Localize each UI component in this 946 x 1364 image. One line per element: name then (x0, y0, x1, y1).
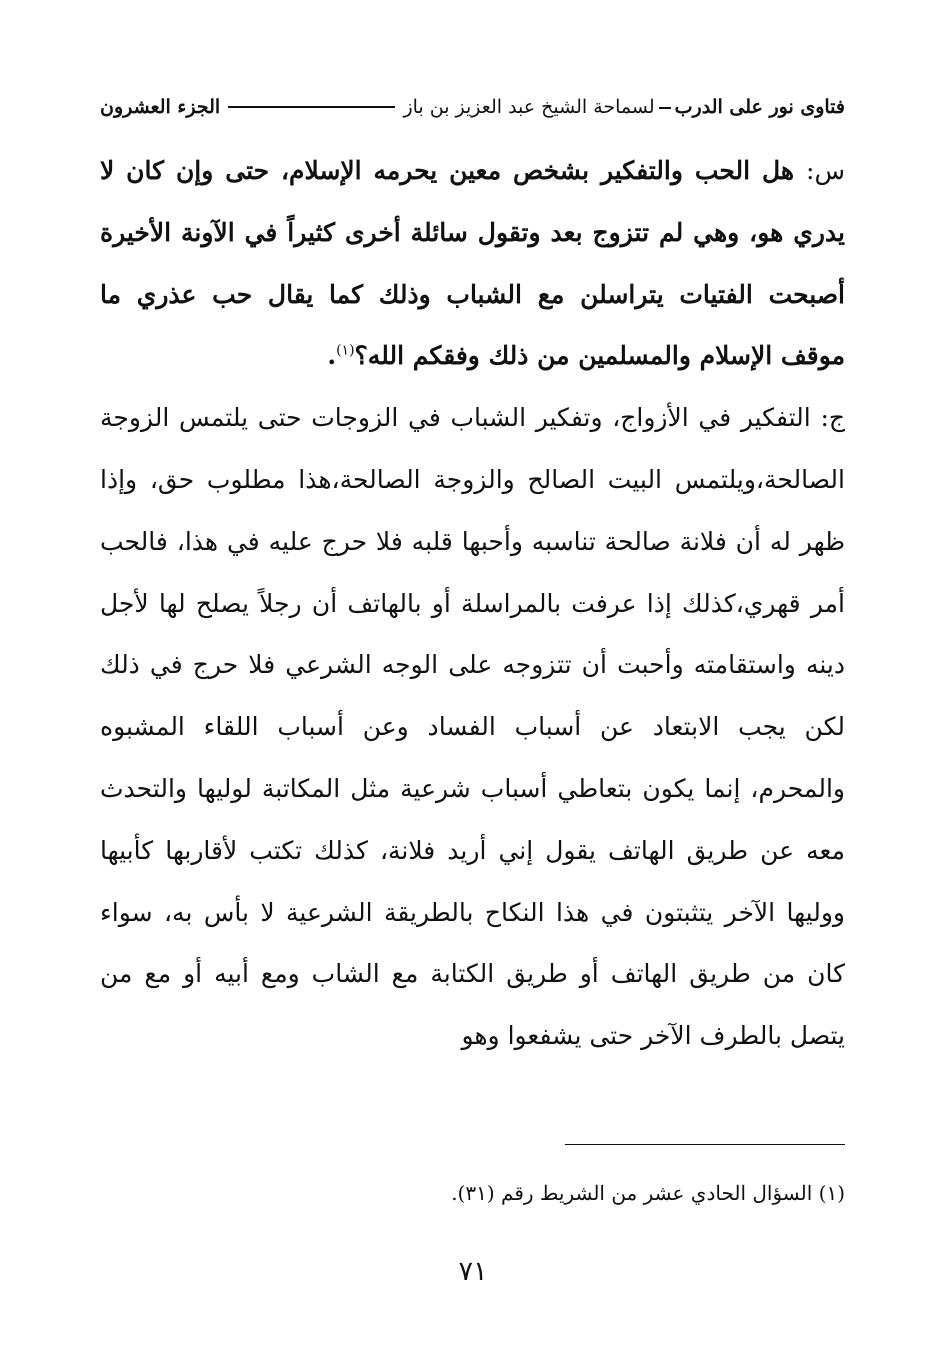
question-text: هل الحب والتفكير بشخص معين يحرمه الإسلام، حتى وإن كان لا يدري هو، وهي لم تتزوج بعد وتقول سائلة أخرى كثيراً في الآونة الأخيرة أصبحت الفتيات يتراسلن مع الشباب وذلك كما يقال حب عذري ما موقف الإسلام والمسلمين من ذلك وفقكم الله؟ (100, 156, 845, 371)
header-rule (228, 106, 395, 108)
answer-text: التفكير في الأزواج، وتفكير الشباب في الزوجات حتى يلتمس الزوجة الصالحة،ويلتمس البيت الصالح والزوجة الصالحة،هذا مطلوب حق، وإذا ظهر له أن فلانة صالحة تناسبه وأحبها قلبه فلا حرج عليه في هذا، فالحب أمر قهري،كذلك إذا عرفت بالمراسلة أو بالهاتف أن رجلاً يصلح لها لأجل دينه واستقامته وأحبت أن تتزوجه على الوجه الشرعي فلا حرج في ذلك لكن يجب الابتعاد عن أسباب الفساد وعن أسباب اللقاء المشبوه والمحرم، إنما يكون بتعاطي أسباب شرعية مثل المكاتبة لوليها والتحدث معه عن طريق الهاتف يقول إني أريد فلانة، كذلك تكتب لأقاربها كأبيها ووليها الآخر يتثبتون في هذا النكاح بالطريقة الشرعية لا بأس به، سواء كان من طريق الهاتف أو طريق الكتابة مع الشاب ومع أبيه أو مع من يتصل بالطرف الآخر حتى يشفعوا وهو (100, 403, 845, 1051)
running-header (100, 90, 845, 124)
footnote-rule (565, 1144, 845, 1145)
header-separator (659, 107, 671, 109)
answer-paragraph (100, 387, 845, 1067)
body-text (100, 140, 845, 1067)
question-paragraph (100, 140, 845, 387)
question-label: س: (806, 156, 845, 185)
page-number: ٧١ (458, 1256, 488, 1287)
header-part-label: الجزء العشرون (100, 96, 221, 118)
answer-label: ج: (820, 403, 845, 433)
header-title-group (403, 96, 845, 118)
header-series-title: فتاوى نور على الدرب (674, 96, 845, 118)
header-author: لسماحة الشيخ عبد العزيز بن باز (403, 96, 655, 118)
footnote-reference: (١) (336, 343, 355, 360)
footnote: (١) السؤال الحادي عشر من الشريط رقم (٣١). (451, 1181, 845, 1205)
question-end: . (327, 341, 337, 371)
